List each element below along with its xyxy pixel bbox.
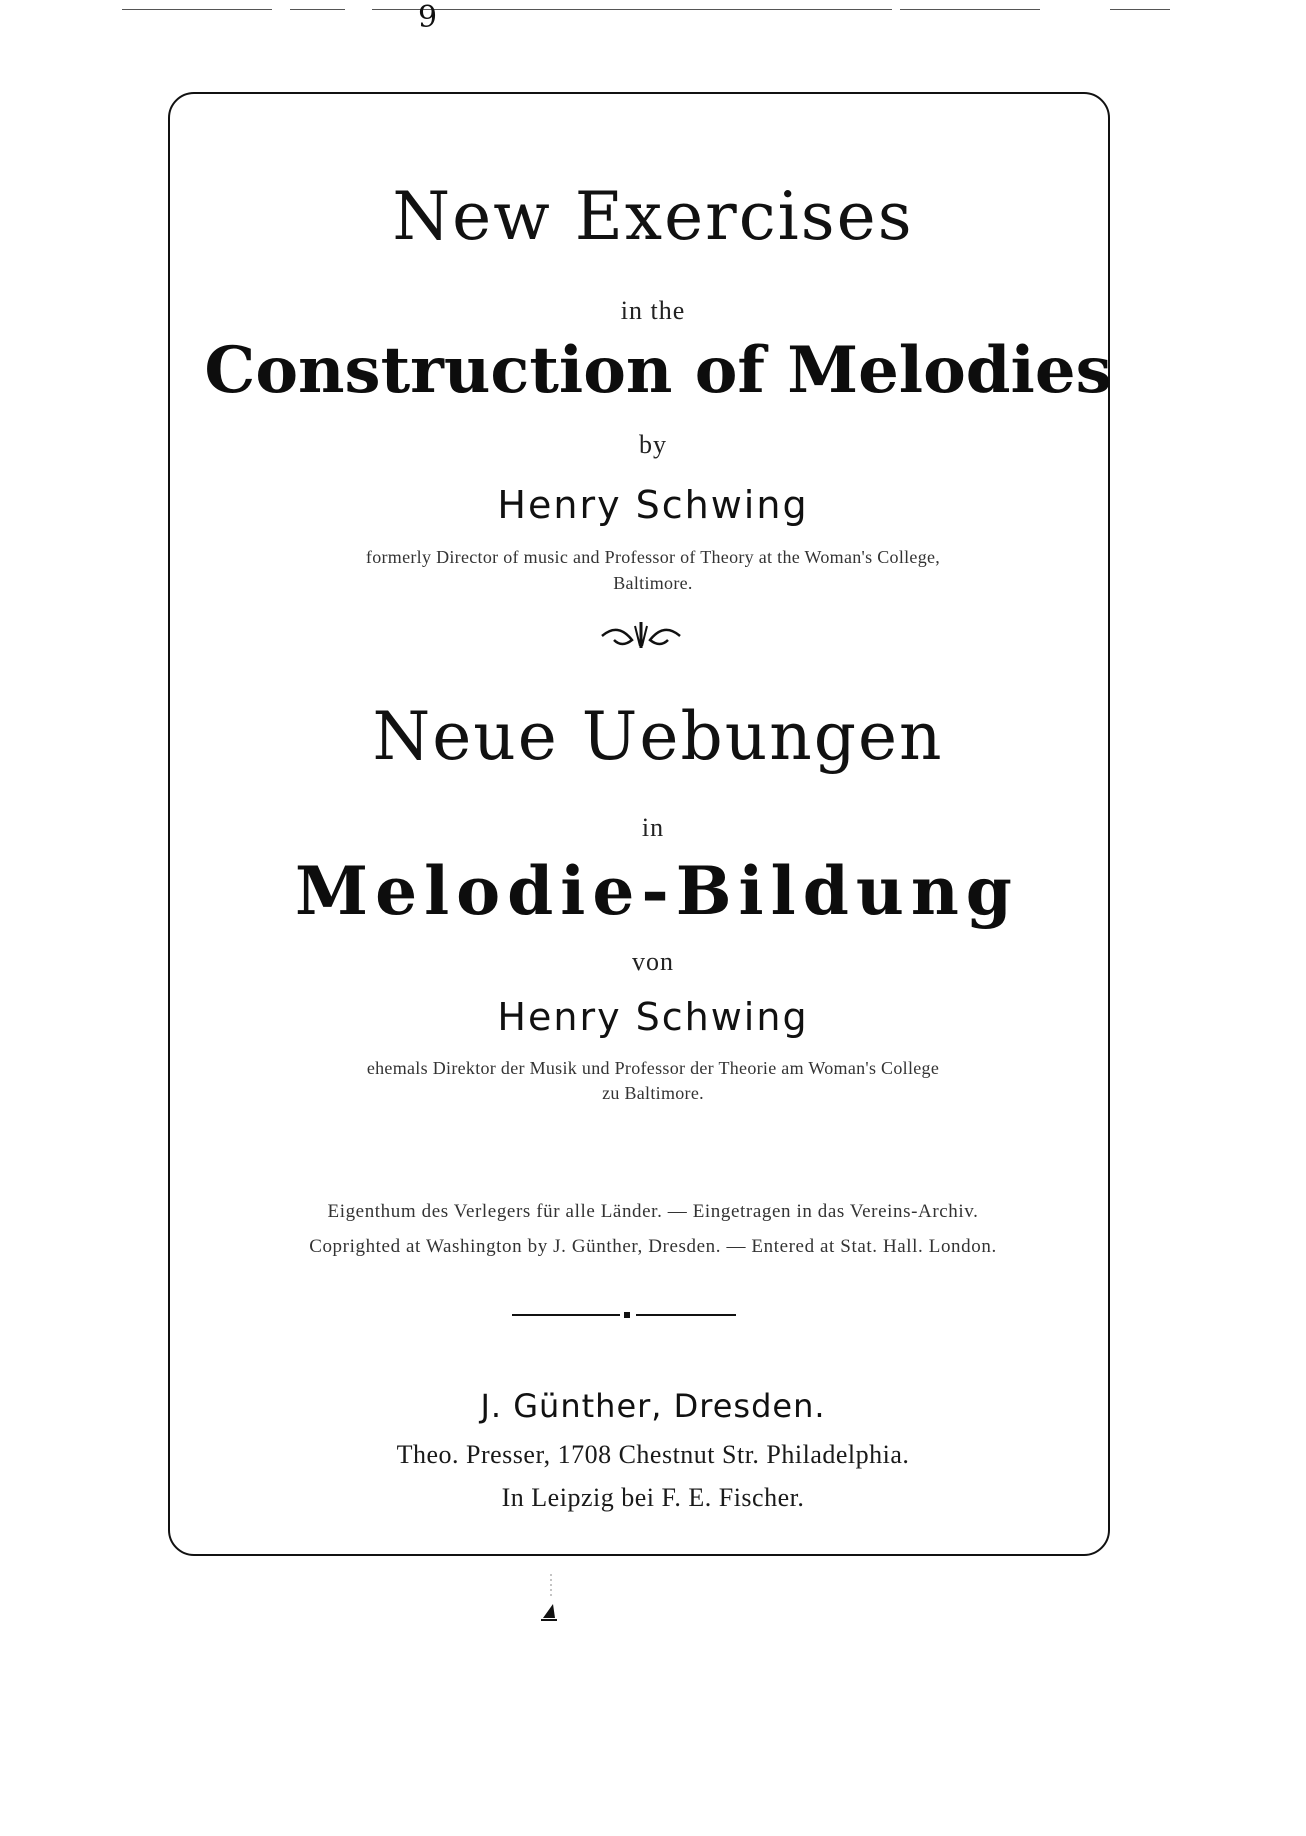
author-en: Henry Schwing xyxy=(497,483,809,527)
credentials-de-line1: ehemals Direktor der Musik und Professor der Theorie am Woman's College xyxy=(366,1058,940,1078)
by-en: by xyxy=(639,430,667,459)
top-rule-left xyxy=(122,9,272,10)
floral-ornament-icon xyxy=(598,618,684,652)
credentials-en-line1: formerly Director of music and Professor of Theory at the Woman's College, xyxy=(365,547,941,567)
main-title-en: Construction of Melodies xyxy=(204,333,1112,408)
rights-line2: Coprighted at Washington by J. Günther, Dresden. — Entered at Stat. Hall. London. xyxy=(309,1236,997,1257)
script-title-en: New Exercises xyxy=(392,178,914,255)
publisher-line3: In Leipzig bei F. E. Fischer. xyxy=(501,1483,805,1512)
top-rule-mid xyxy=(372,9,892,10)
connector-de: in xyxy=(641,813,665,842)
by-de: von xyxy=(632,947,674,976)
credentials-en-line2: Baltimore. xyxy=(613,573,693,593)
top-rule-left-2 xyxy=(290,9,345,10)
rule-divider-icon xyxy=(508,1309,748,1321)
publisher-main: J. Günther, Dresden. xyxy=(480,1387,826,1425)
top-rule-right xyxy=(900,9,1040,10)
credentials-de-line2: zu Baltimore. xyxy=(602,1083,704,1103)
script-title-de: Neue Uebungen xyxy=(372,698,944,775)
connector-en: in the xyxy=(620,296,686,325)
author-de: Henry Schwing xyxy=(497,995,809,1039)
page-marker-icon xyxy=(537,1570,561,1626)
page-number: 9 xyxy=(418,0,438,35)
rights-line1: Eigenthum des Verlegers für alle Länder. — Eingetragen in das Vereins-Archiv. xyxy=(327,1201,979,1222)
top-rule-right-2 xyxy=(1110,9,1170,10)
main-title-de: Melodie-Bildung xyxy=(295,852,1019,930)
publisher-line2: Theo. Presser, 1708 Chestnut Str. Philadelphia. xyxy=(396,1440,910,1469)
